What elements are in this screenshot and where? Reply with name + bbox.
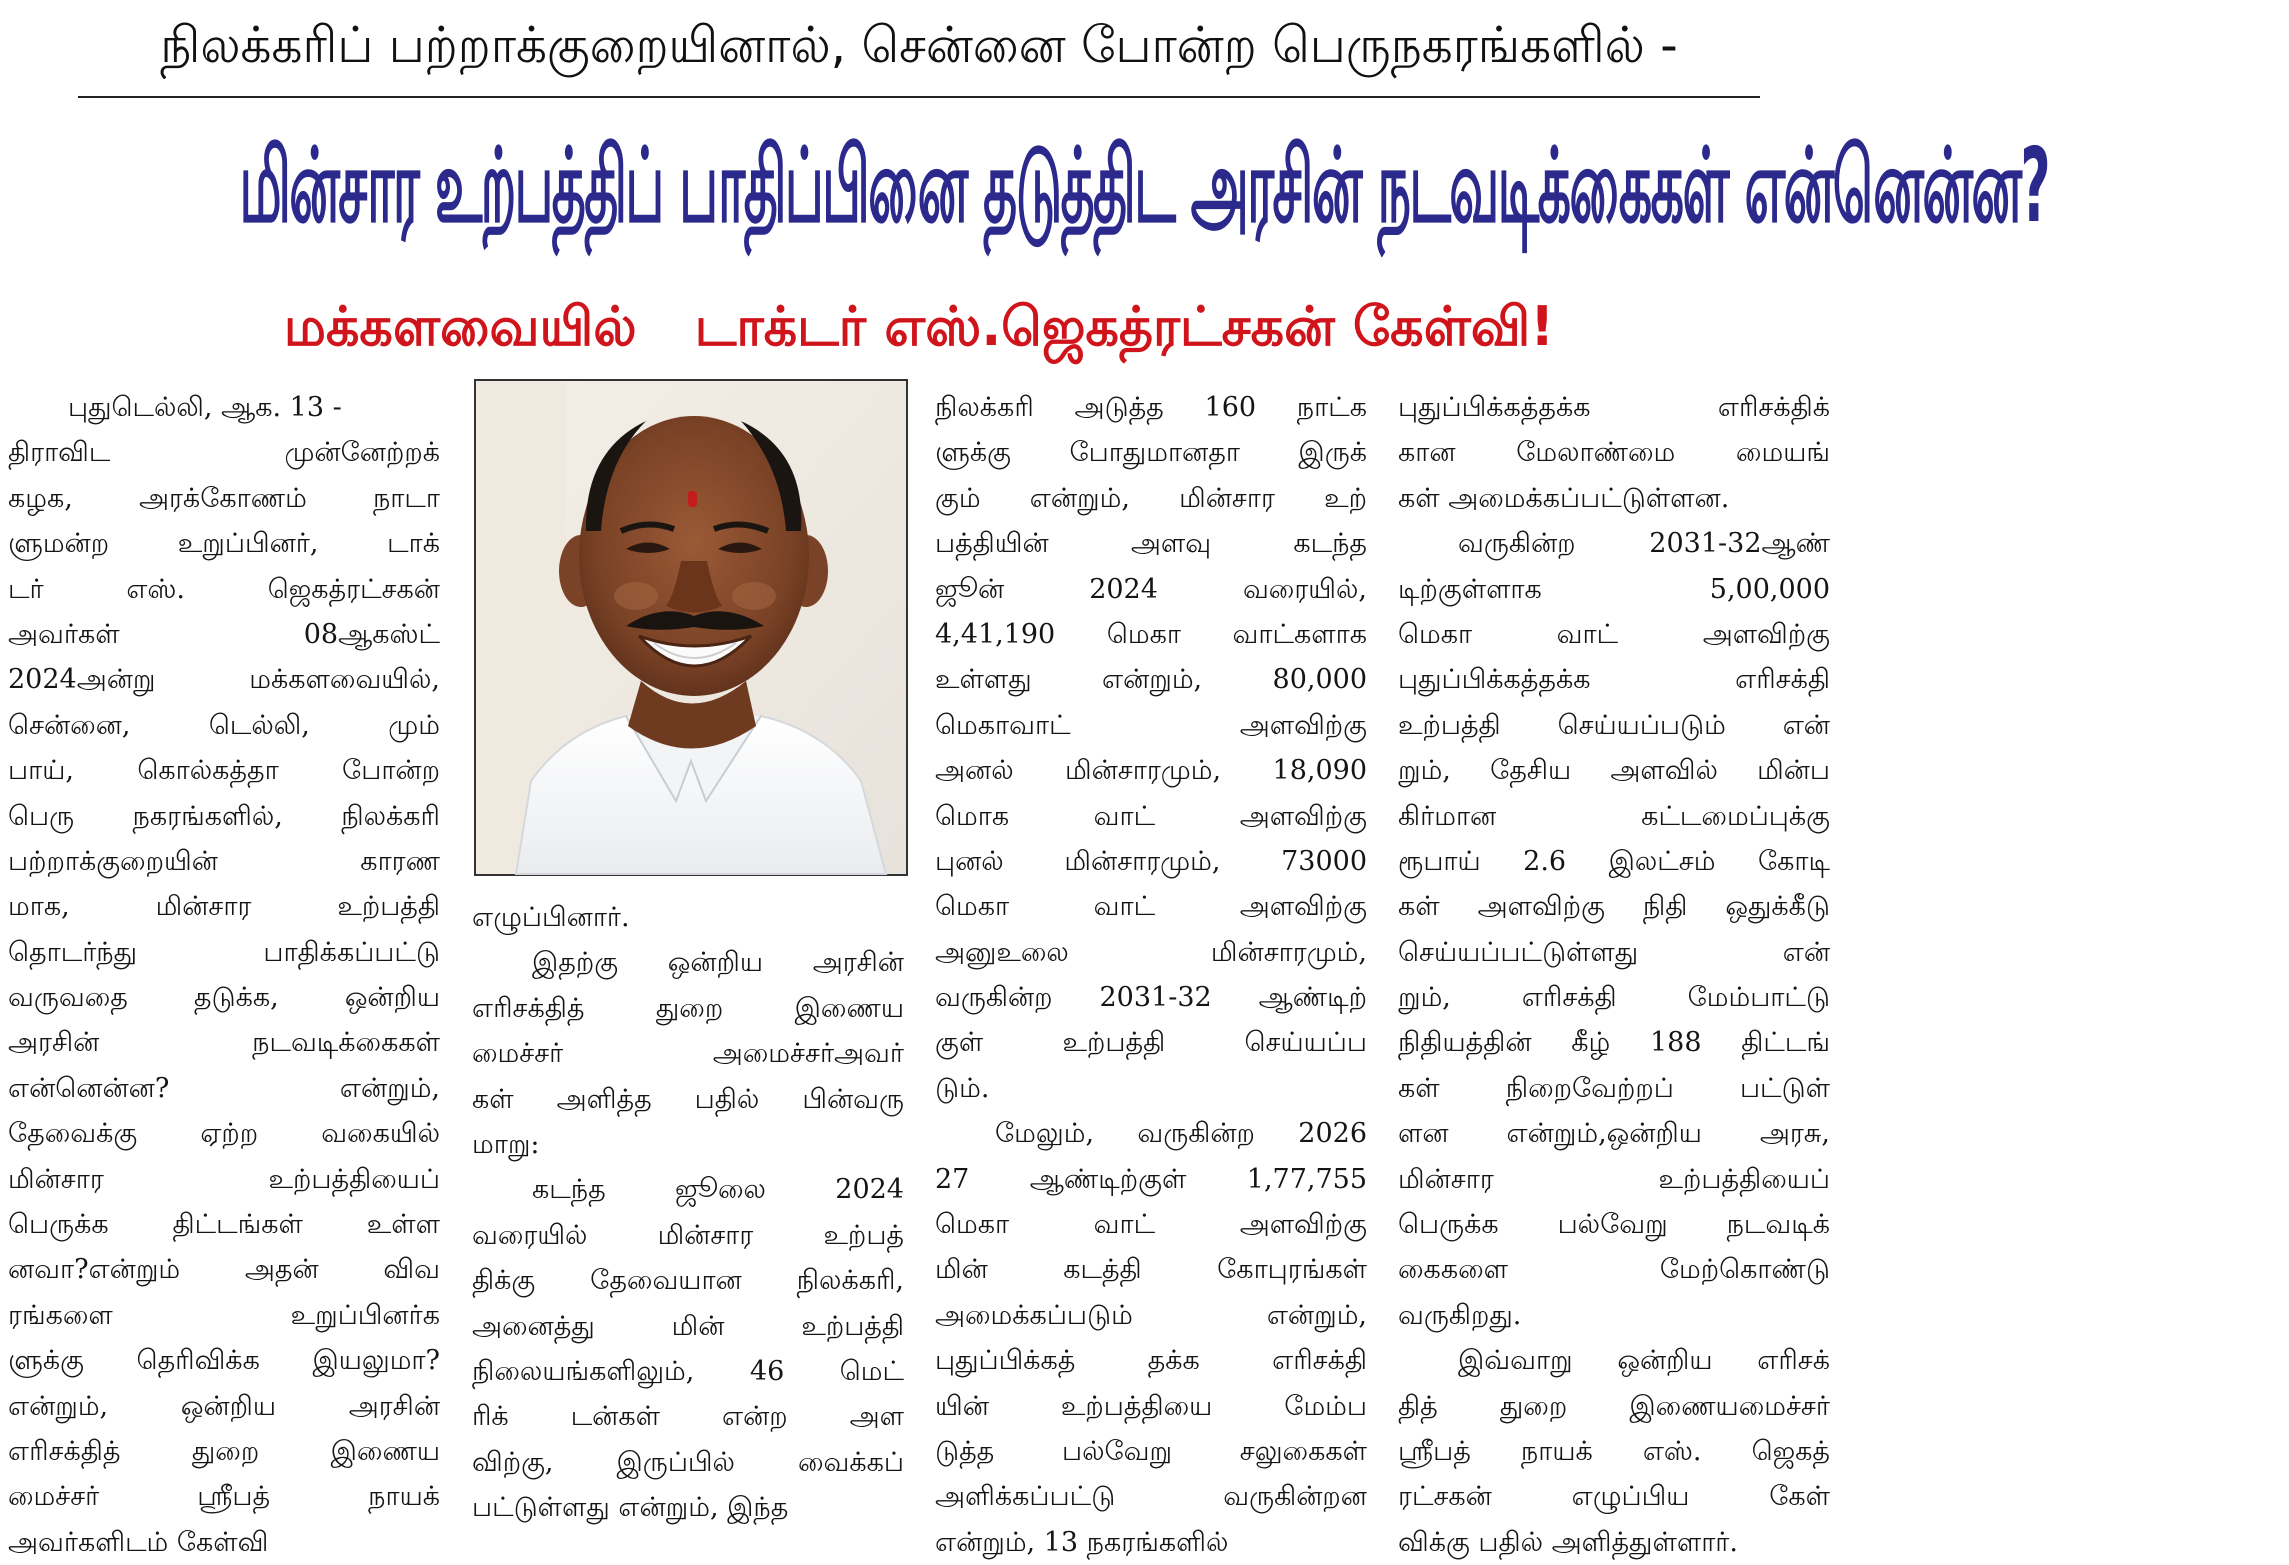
col1-line: பாய், கொல்கத்தா போன்ற	[8, 755, 440, 787]
col2-line: கள் அளித்த பதில் பின்வரு	[472, 1083, 904, 1115]
col1-line: தொடர்ந்து பாதிக்கப்பட்டு	[8, 936, 440, 968]
col1-line: ளுமன்ற உறுப்பினர், டாக்	[8, 528, 440, 560]
col1-line: னவா?என்றும் அதன் விவ	[8, 1254, 440, 1286]
col4-line: செய்யப்பட்டுள்ளது என்	[1398, 936, 1830, 968]
col2-line: திக்கு தேவையான நிலக்கரி,	[472, 1265, 904, 1297]
col3-line: 4,41,190 மெகா வாட்களாக	[935, 618, 1367, 650]
article-kicker: நிலக்கரிப் பற்றாக்குறையினால், சென்னை போன்ற பெருநகரங்களில் -	[160, 16, 1678, 74]
col1-line: கழக, அரக்கோணம் நாடா	[8, 482, 440, 514]
col4-line: ளன என்றும்,ஒன்றிய அரசு,	[1398, 1118, 1830, 1150]
col4-line: கள் நிறைவேற்றப் பட்டுள்	[1398, 1072, 1830, 1104]
col1-line: புதுடெல்லி, ஆக. 13 -	[68, 392, 342, 423]
col4-line: மின்சார உற்பத்தியைப்	[1398, 1163, 1830, 1195]
col1-line: அவர்களிடம் கேள்வி	[8, 1526, 269, 1558]
col1-line: தேவைக்கு ஏற்ற வகையில்	[8, 1118, 440, 1150]
col4-line: ஸ்ரீபத் நாயக் எஸ். ஜெகத்	[1398, 1435, 1830, 1467]
col3-line: அனுஉலை மின்சாரமும்,	[935, 936, 1367, 968]
col3-line: நிலக்கரி அடுத்த 160 நாட்க	[935, 392, 1367, 423]
col1-line: மாக, மின்சார உற்பத்தி	[8, 891, 440, 923]
col2-line: வரையில் மின்சார உற்பத்	[472, 1219, 904, 1251]
col4-line: பெருக்க பல்வேறு நடவடிக்	[1398, 1209, 1830, 1241]
col3-line: என்றும், 13 நகரங்களில்	[935, 1526, 1229, 1558]
portrait-photo-icon	[476, 381, 906, 874]
col2-line: பட்டுள்ளது என்றும், இந்த	[472, 1492, 789, 1524]
article-column-4	[1398, 385, 1830, 1565]
col3-line: புனல் மின்சாரமும், 73000	[935, 845, 1367, 877]
col3-line: மொக வாட் அளவிற்கு	[935, 800, 1367, 832]
col1-line: பற்றாக்குறையின் காரண	[8, 845, 440, 877]
col3-line: அமைக்கப்படும் என்றும்,	[935, 1299, 1367, 1331]
col1-line: ளுக்கு தெரிவிக்க இயலுமா?	[8, 1345, 440, 1377]
col2-line: கடந்த ஜூலை 2024	[532, 1174, 904, 1206]
col4-line: நிதியத்தின் கீழ் 188 திட்டங்	[1398, 1027, 1830, 1059]
col1-line: பெரு நகரங்களில், நிலக்கரி	[8, 800, 440, 832]
col4-line: தித் துறை இணையமைச்சர்	[1398, 1390, 1830, 1422]
article-column-1	[8, 385, 440, 1565]
col2-line: மாறு:	[472, 1128, 540, 1160]
col3-line: டுத்த பல்வேறு சலுகைகள்	[935, 1435, 1367, 1467]
col4-line: ரட்சகன் எழுப்பிய கேள்	[1398, 1481, 1830, 1513]
article-column-3	[935, 385, 1367, 1565]
col1-line: மின்சார உற்பத்தியைப்	[8, 1163, 440, 1195]
col3-line: யின் உற்பத்தியை மேம்ப	[935, 1390, 1367, 1422]
col1-line: வருவதை தடுக்க, ஒன்றிய	[8, 982, 440, 1014]
col4-line: கிர்மான கட்டமைப்புக்கு	[1398, 800, 1830, 832]
col3-line: கும் என்றும், மின்சார உற்	[935, 482, 1367, 514]
article-column-2	[472, 895, 904, 1530]
col3-line: குள் உற்பத்தி செய்யப்ப	[935, 1027, 1367, 1059]
col4-line: றும், எரிசக்தி மேம்பாட்டு	[1398, 982, 1830, 1014]
col3-line: டும்.	[935, 1072, 990, 1104]
col4-line: டிற்குள்ளாக 5,00,000	[1398, 573, 1830, 605]
col4-line: இவ்வாறு ஒன்றிய எரிசக்	[1458, 1345, 1830, 1377]
col4-line: மெகா வாட் அளவிற்கு	[1398, 618, 1830, 650]
col3-line: மேலும், வருகின்ற 2026	[995, 1118, 1367, 1150]
col2-line: நிலையங்களிலும், 46 மெட்	[472, 1355, 904, 1387]
portrait-photo	[474, 379, 908, 876]
col3-line: மெகா வாட் அளவிற்கு	[935, 891, 1367, 923]
col4-line: றும், தேசிய அளவில் மின்ப	[1398, 755, 1830, 787]
col4-line: கள் அமைக்கப்பட்டுள்ளன.	[1398, 482, 1730, 514]
subhead-venue: மக்களவையில்	[283, 295, 637, 358]
col3-line: மெகா வாட் அளவிற்கு	[935, 1209, 1367, 1241]
col1-line: அவர்கள் 08ஆகஸ்ட்	[8, 618, 440, 650]
col3-line: பத்தியின் அளவு கடந்த	[935, 528, 1367, 560]
col4-line: விக்கு பதில் அளித்துள்ளார்.	[1398, 1526, 1738, 1558]
col4-line: கைகளை மேற்கொண்டு	[1398, 1254, 1830, 1286]
col3-line: ளுக்கு போதுமானதா இருக்	[935, 437, 1367, 469]
col2-line: எழுப்பினார்.	[472, 902, 630, 933]
col4-line: புதுப்பிக்கத்தக்க எரிசக்தி	[1398, 664, 1830, 696]
col1-line: என்றும், ஒன்றிய அரசின்	[8, 1390, 440, 1422]
article-subhead	[29, 282, 1809, 372]
col1-line: சென்னை, டெல்லி, மும்	[8, 709, 440, 741]
col3-line: மெகாவாட் அளவிற்கு	[935, 709, 1367, 741]
col3-line: உள்ளது என்றும், 80,000	[935, 664, 1367, 696]
col1-line: திராவிட முன்னேற்றக்	[8, 437, 440, 469]
col1-line: எரிசக்தித் துறை இணைய	[8, 1435, 440, 1467]
col4-line: வருகின்ற 2031-32ஆண்	[1458, 528, 1830, 560]
col2-line: எரிசக்தித் துறை இணைய	[472, 992, 904, 1024]
col4-line: கள் அளவிற்கு நிதி ஒதுக்கீடு	[1398, 891, 1830, 923]
col2-line: அனைத்து மின் உற்பத்தி	[472, 1310, 904, 1342]
col3-line: மின் கடத்தி கோபுரங்கள்	[935, 1254, 1367, 1286]
headline-text: மின்சார உற்பத்திப் பாதிப்பினை தடுத்திட அரசின் நடவடிக்கைகள் என்னென்ன?	[239, 126, 2050, 246]
col2-line: இதற்கு ஒன்றிய அரசின்	[532, 947, 904, 979]
col2-line: மைச்சர் அமைச்சர்அவர்	[472, 1038, 904, 1070]
col4-line: ரூபாய் 2.6 இலட்சம் கோடி	[1398, 845, 1830, 877]
col3-line: ஜூன் 2024 வரையில்,	[935, 573, 1367, 605]
col1-line: மைச்சர் ஸ்ரீபத் நாயக்	[8, 1481, 440, 1513]
col3-line: புதுப்பிக்கத் தக்க எரிசக்தி	[935, 1345, 1367, 1377]
col3-line: வருகின்ற 2031-32 ஆண்டிற்	[935, 982, 1367, 1014]
col4-line: வருகிறது.	[1398, 1299, 1522, 1331]
col2-line: விற்கு, இருப்பில் வைக்கப்	[472, 1446, 904, 1478]
subhead-speaker: டாக்டர் எஸ்.ஜெகத்ரட்சகன் கேள்வி!	[694, 295, 1555, 358]
col1-line: ரங்களை உறுப்பினர்க	[8, 1299, 440, 1331]
col3-line: அனல் மின்சாரமும், 18,090	[935, 755, 1367, 787]
col3-line: 27 ஆண்டிற்குள் 1,77,755	[935, 1163, 1367, 1195]
col3-line: அளிக்கப்பட்டு வருகின்றன	[935, 1481, 1367, 1513]
col4-line: உற்பத்தி செய்யப்படும் என்	[1398, 709, 1830, 741]
col1-line: டர் எஸ். ஜெகத்ரட்சகன்	[8, 573, 440, 605]
col1-line: என்னென்ன? என்றும்,	[8, 1072, 440, 1104]
col2-line: ரிக் டன்கள் என்ற அள	[472, 1401, 904, 1433]
col4-line: புதுப்பிக்கத்தக்க எரிசக்திக்	[1398, 392, 1830, 423]
article-headline	[0, 112, 2050, 262]
col1-line: அரசின் நடவடிக்கைகள்	[8, 1027, 440, 1059]
col4-line: கான மேலாண்மை மையங்	[1398, 437, 1830, 469]
col1-line: 2024அன்று மக்களவையில்,	[8, 664, 440, 696]
col1-line: பெருக்க திட்டங்கள் உள்ள	[8, 1209, 440, 1241]
